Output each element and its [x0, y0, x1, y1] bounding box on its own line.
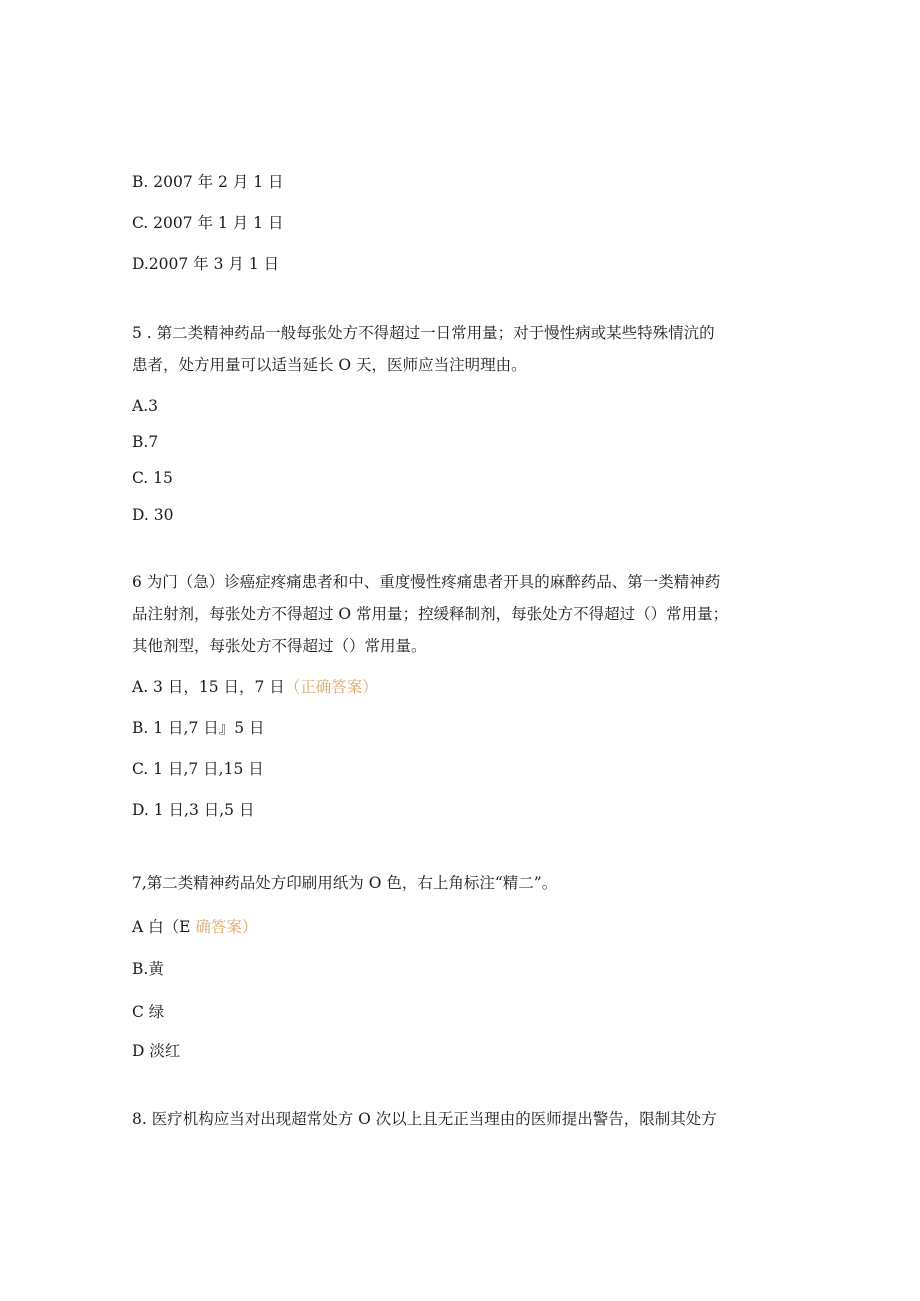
q6-stem-line-1: 6 为门（急）诊癌症疼痛患者和中、重度慢性疼痛患者开具的麻醉药品、第一类精神药: [132, 573, 721, 591]
q7-option-d: D 淡红: [132, 1042, 181, 1060]
q5-stem-line-1: 5 . 第二类精神药品一般每张处方不得超过一日常用量；对于慢性病或某些特殊情沆的: [132, 324, 715, 342]
q6-stem-line-3: 其他剂型，每张处方不得超过（）常用量。: [132, 637, 427, 655]
q5-option-d: D. 30: [132, 506, 174, 524]
q4-option-c: C. 2007 年 1 月 1 日: [132, 214, 284, 232]
q6-option-d: D. 1 日,3 日,5 日: [132, 801, 255, 819]
q7-option-a-text: A 白（E: [132, 918, 191, 936]
q5-option-a: A.3: [132, 397, 158, 415]
q5-stem-line-2: 患者，处方用量可以适当延长 O 天，医师应当注明理由。: [132, 356, 527, 374]
q5-option-c: C. 15: [132, 469, 173, 487]
q7-stem: 7,第二类精神药品处方印刷用纸为 O 色，右上角标注“精二”。: [132, 874, 558, 892]
q6-stem-line-2: 品注射剂，每张处方不得超过 O 常用量；控缓释制剂，每张处方不得超过（）常用量；: [132, 605, 729, 623]
q8-stem-line-1: 8. 医疗机构应当对出现超常处方 O 次以上且无正当理由的医师提出警告，限制其处方: [132, 1110, 717, 1128]
q6-option-a-text: A. 3 日，15 日，7 日: [132, 678, 285, 696]
q6-option-b: B. 1 日,7 日』5 日: [132, 719, 265, 737]
q4-option-d: D.2007 年 3 月 1 日: [132, 255, 280, 273]
q7-option-c: C 绿: [132, 1003, 165, 1021]
q5-option-b: B.7: [132, 433, 159, 451]
q7-option-b: B.黄: [132, 960, 164, 978]
q6-option-a: [132, 677, 378, 697]
q7-option-a: [132, 917, 257, 937]
q6-option-c: C. 1 日,7 日,15 日: [132, 760, 264, 778]
correct-answer-tag: 确答案）: [190, 918, 258, 936]
correct-answer-tag: （正确答案）: [284, 678, 378, 696]
q4-option-b: B. 2007 年 2 月 1 日: [132, 173, 284, 191]
